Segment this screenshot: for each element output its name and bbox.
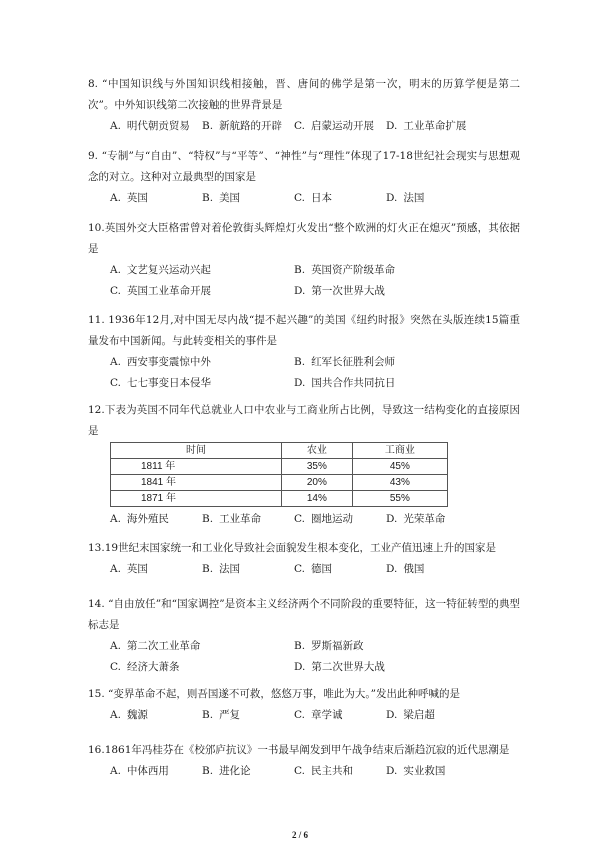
option-c[interactable]: C. 章学诚: [294, 709, 343, 721]
option-d[interactable]: D. 第二次世界大战: [294, 661, 385, 673]
table-cell: 20%: [281, 475, 352, 491]
question-stem: 13.19世纪末国家统一和工业化导致社会面貌发生根本变化，工业产值迅速上升的国家是: [88, 542, 497, 554]
table-cell: 45%: [352, 459, 447, 475]
option-c[interactable]: C. 民主共和: [294, 765, 353, 777]
question-8: [88, 74, 520, 137]
option-b[interactable]: B. 法国: [202, 563, 241, 575]
option-a[interactable]: A. 海外殖民: [110, 513, 169, 525]
table-cell: 1811 年: [111, 459, 282, 475]
table-cell: 35%: [281, 459, 352, 475]
option-b[interactable]: B. 罗斯福新政: [294, 640, 364, 652]
option-d[interactable]: D. 工业革命扩展: [386, 120, 467, 132]
question-9: [88, 146, 520, 209]
question-stem: 8. “中国知识线与外国知识线相接触，晋、唐间的佛学是第一次，明末的历算学便是第二次”。中外知识线第二次接触的世界背景是: [88, 78, 520, 111]
option-c[interactable]: C. 启蒙运动开展: [294, 120, 374, 132]
option-b[interactable]: B. 严复: [202, 709, 241, 721]
options: [88, 761, 520, 782]
option-b[interactable]: B. 进化论: [202, 765, 251, 777]
option-b[interactable]: B. 红军长征胜利会师: [294, 356, 396, 368]
option-a[interactable]: A. 文艺复兴运动兴起: [110, 264, 211, 276]
table-cell: 55%: [352, 491, 447, 507]
table-row: [111, 475, 448, 491]
question-14: [88, 594, 520, 678]
page-number: 2 / 6: [291, 830, 308, 840]
column-header: 工商业: [352, 443, 447, 459]
option-a[interactable]: A. 魏源: [110, 709, 148, 721]
option-b[interactable]: B. 美国: [202, 192, 241, 204]
option-c[interactable]: C. 德国: [294, 563, 332, 575]
option-d[interactable]: D. 俄国: [386, 563, 425, 575]
table-cell: 1841 年: [111, 475, 282, 491]
question-13: [88, 538, 520, 580]
question-11: [88, 310, 520, 394]
option-c[interactable]: C. 经济大萧条: [110, 661, 180, 673]
option-b[interactable]: B. 工业革命: [202, 513, 262, 525]
option-c[interactable]: C. 日本: [294, 192, 332, 204]
question-15: [88, 684, 520, 726]
option-d[interactable]: D. 国共合作共同抗日: [294, 377, 396, 389]
table-cell: 43%: [352, 475, 447, 491]
option-c[interactable]: C. 圈地运动: [294, 513, 353, 525]
option-a[interactable]: A. 中体西用: [110, 765, 169, 777]
options: [88, 559, 520, 580]
option-d[interactable]: D. 实业救国: [386, 765, 446, 777]
question-16: [88, 740, 520, 782]
option-d[interactable]: D. 梁启超: [386, 709, 435, 721]
table-header-row: [111, 443, 448, 459]
table-row: [111, 491, 448, 507]
question-stem: 9. “专制”与“自由”、“特权”与“平等”、“神性”与“理性”体现了17-18世纪社会现实与思想观念的对立。这种对立最典型的国家是: [88, 150, 520, 183]
table-cell: 14%: [281, 491, 352, 507]
question-stem: 10.英国外交大臣格雷曾对着伦敦街头辉煌灯火发出“整个欧洲的灯火正在熄灭”预感，其依据是: [88, 222, 520, 255]
option-a[interactable]: A. 英国: [110, 192, 148, 204]
option-d[interactable]: D. 光荣革命: [386, 513, 446, 525]
options: [88, 188, 520, 209]
column-header: 农业: [281, 443, 352, 459]
table-row: [111, 459, 448, 475]
options: [88, 352, 520, 394]
question-stem: 12.下表为英国不同年代总就业人口中农业与工商业所占比例，导致这一结构变化的直接原因是: [88, 404, 520, 437]
options: [88, 116, 520, 137]
question-stem: 11. 1936年12月,对中国无尽内战“提不起兴趣”的美国《纽约时报》突然在头版连续15篇重量发布中国新闻。与此转变相关的事件是: [88, 314, 520, 347]
option-c[interactable]: C. 七七事变日本侵华: [110, 377, 211, 389]
options: [88, 260, 520, 302]
option-a[interactable]: A. 英国: [110, 563, 148, 575]
options: [88, 509, 520, 530]
question-10: [88, 218, 520, 302]
column-header: 时间: [111, 443, 282, 459]
option-c[interactable]: C. 英国工业革命开展: [110, 285, 211, 297]
question-12: [88, 400, 520, 530]
option-b[interactable]: B. 新航路的开辟: [202, 120, 283, 132]
option-a[interactable]: A. 第二次工业革命: [110, 640, 201, 652]
option-a[interactable]: A. 西安事变震惊中外: [110, 356, 211, 368]
question-stem: 16.1861年冯桂芬在《校邠庐抗议》一书最早阐发到甲午战争结束后渐趋沉寂的近代思潮是: [88, 744, 510, 756]
employment-table: [110, 442, 448, 507]
option-d[interactable]: D. 第一次世界大战: [294, 285, 385, 297]
options: [88, 636, 520, 678]
question-stem: 15. “变界革命不起，则吾国遂不可救，悠悠万事，唯此为大。”发出此种呼喊的是: [88, 688, 461, 700]
option-a[interactable]: A. 明代朝贡贸易: [110, 120, 190, 132]
option-b[interactable]: B. 英国资产阶级革命: [294, 264, 396, 276]
option-d[interactable]: D. 法国: [386, 192, 425, 204]
options: [88, 705, 520, 726]
question-stem: 14. “自由放任”和“国家调控”是资本主义经济两个不同阶段的重要特征，这一特征转型的典型标志是: [88, 598, 520, 631]
table-cell: 1871 年: [111, 491, 282, 507]
